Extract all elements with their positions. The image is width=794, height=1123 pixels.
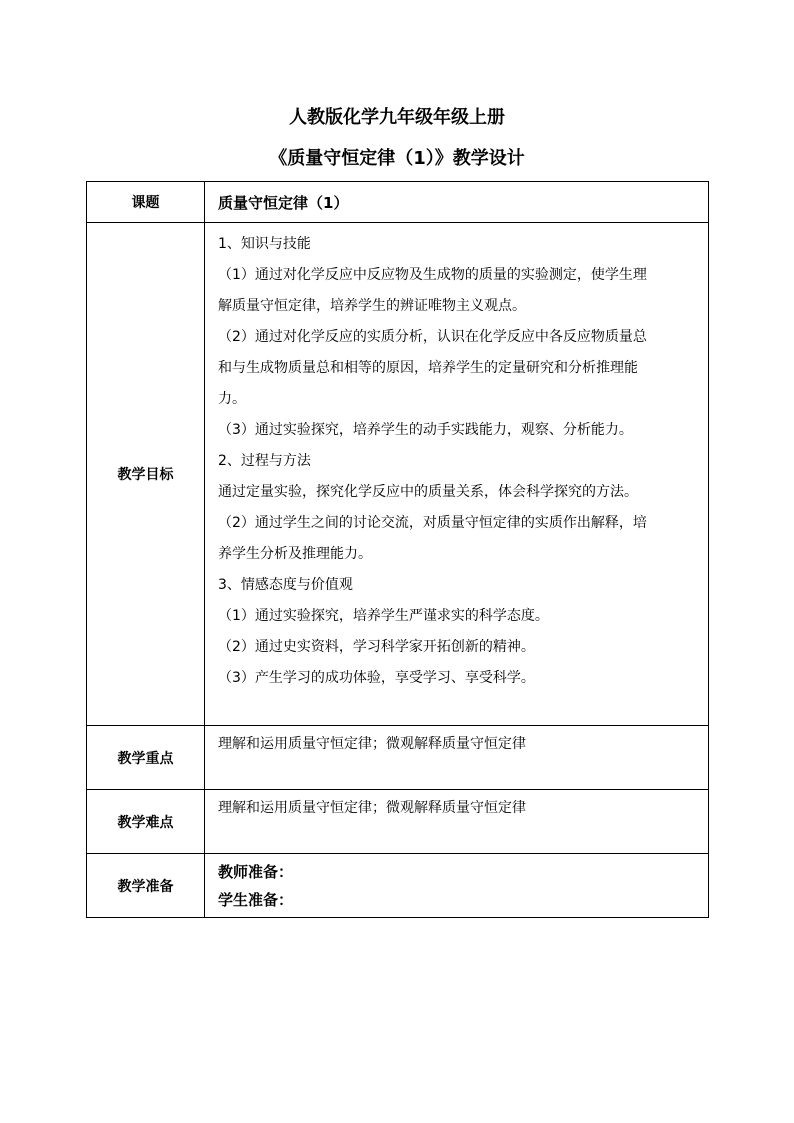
document-subtitle: 《质量守恒定律（1）》教学设计 (269, 148, 525, 169)
preparation-list (218, 854, 702, 914)
difficulties-cell (205, 790, 709, 854)
lesson-plan-table (86, 181, 709, 918)
goals-line: （3）产生学习的成功体验，享受学习、享受科学。 (218, 670, 535, 686)
goals-list (218, 223, 702, 694)
preparation-label: 教学准备 (87, 854, 205, 918)
goals-line: （3）通过实验探究，培养学生的动手实践能力，观察、分析能力。 (218, 422, 633, 438)
key-points-cell (205, 726, 709, 790)
goals-line: （1）通过实验探究，培养学生严谨求实的科学态度。 (218, 608, 549, 624)
goals-line: 和与生成物质量总和相等的原因，培养学生的定量研究和分析推理能 (218, 360, 638, 376)
table-row-preparation (87, 854, 709, 918)
table-row-difficulties (87, 790, 709, 854)
goals-cell (205, 223, 709, 726)
table-row-key-points (87, 726, 709, 790)
difficulties-label: 教学难点 (87, 790, 205, 854)
goals-line: （2）通过史实资料，学习科学家开拓创新的精神。 (218, 639, 535, 655)
table-row-topic (87, 182, 709, 223)
goals-line: 解质量守恒定律，培养学生的辨证唯物主义观点。 (218, 298, 526, 314)
goals-line: （2）通过对化学反应的实质分析，认识在化学反应中各反应物质量总 (218, 329, 647, 345)
goals-line: 2、过程与方法 (218, 453, 311, 469)
goals-line: 1、知识与技能 (218, 236, 311, 252)
document-title: 人教版化学九年级年级上册 (289, 107, 505, 128)
goals-line: （1）通过对化学反应中反应物及生成物的质量的实验测定，使学生理 (218, 267, 647, 283)
goals-line: 养学生分析及推理能力。 (218, 546, 372, 562)
goals-line: 通过定量实验，探究化学反应中的质量关系，体会科学探究的方法。 (218, 484, 638, 500)
goals-line: （2）通过学生之间的讨论交流，对质量守恒定律的实质作出解释，培 (218, 515, 647, 531)
key-points-value: 理解和运用质量守恒定律；微观解释质量守恒定律 (218, 736, 526, 752)
teacher-preparation: 教师准备： (218, 863, 294, 881)
goals-line: 3、情感态度与价值观 (218, 577, 353, 593)
preparation-cell (205, 854, 709, 918)
table-row-goals (87, 223, 709, 726)
goals-line: 力。 (218, 391, 246, 407)
key-points-label: 教学重点 (87, 726, 205, 790)
topic-label: 课题 (87, 182, 205, 223)
difficulties-value: 理解和运用质量守恒定律；微观解释质量守恒定律 (218, 800, 526, 816)
student-preparation: 学生准备： (218, 891, 294, 909)
topic-value: 质量守恒定律（1） (205, 182, 709, 223)
goals-label: 教学目标 (87, 223, 205, 726)
